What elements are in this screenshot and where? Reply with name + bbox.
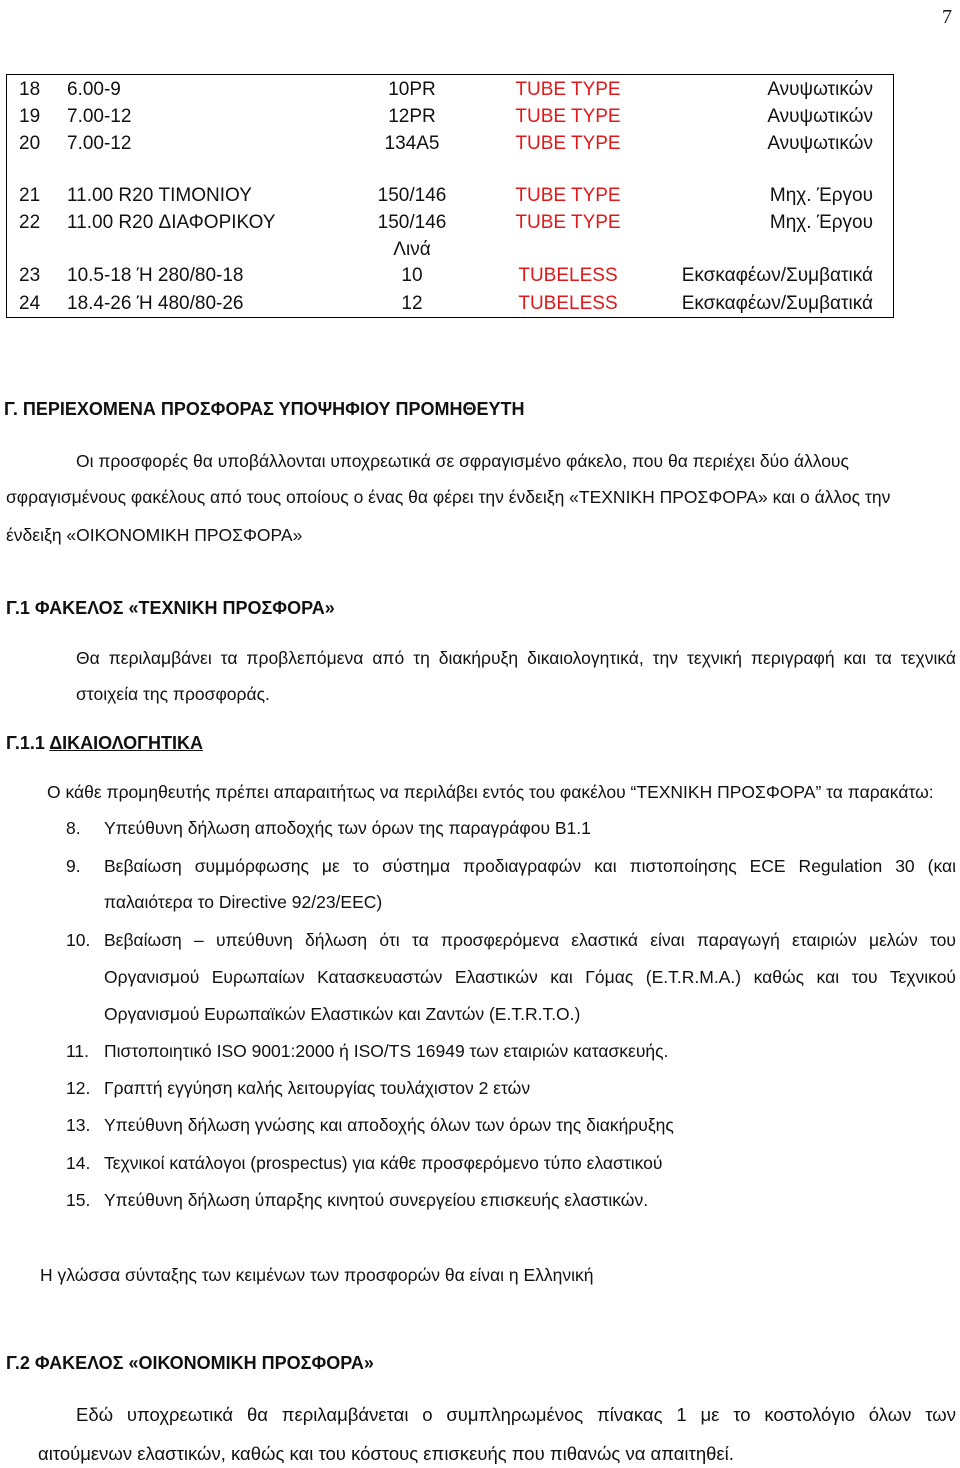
row-number: 19	[19, 106, 41, 127]
list-number: 8.	[66, 818, 81, 838]
row-number: 18	[19, 79, 41, 100]
row-number: 23	[19, 265, 41, 286]
table-row	[7, 106, 893, 132]
list-number: 10.	[66, 930, 91, 950]
vehicle-use: Μηχ. Έργου	[769, 212, 873, 233]
section-heading	[6, 733, 203, 754]
tire-type: TUBELESS	[518, 265, 618, 286]
paragraph-line: Οι προσφορές θα υποβάλλονται υποχρεωτικά σε σφραγισμένο φάκελο, που θα περιέχει δύο άλλους	[76, 451, 849, 471]
list-item: παλαιότερα το Directive 92/23/EEC)	[104, 892, 383, 912]
list-item: Πιστοποιητικό ISO 9001:2000 ή ISO/TS 16949 των εταιριών κατασκευής.	[104, 1041, 669, 1061]
tire-size: 6.00-9	[67, 79, 121, 100]
table-row	[7, 185, 893, 211]
row-number: 22	[19, 212, 41, 233]
page-number: 7	[942, 6, 952, 28]
table-row	[7, 212, 893, 238]
tire-type: TUBE TYPE	[515, 185, 621, 206]
list-item: Οργανισμού Ευρωπαίων Κατασκευαστών Ελαστικών και Γόμας (E.T.R.M.A.) καθώς και του Τεχνικού	[104, 967, 956, 987]
list-number: 15.	[66, 1190, 91, 1210]
tire-type: TUBE TYPE	[515, 133, 621, 154]
list-item: Υπεύθυνη δήλωση αποδοχής των όρων της παραγράφου Β1.1	[104, 818, 591, 838]
tire-size: 11.00 R20 ΤΙΜΟΝΙΟΥ	[67, 185, 252, 206]
tire-size: 18.4-26 Ή 480/80-26	[67, 293, 244, 314]
row-number: 21	[19, 185, 41, 206]
vehicle-use: Εκσκαφέων/Συμβατικά	[681, 293, 873, 314]
paragraph-line: ένδειξη «ΟΙΚΟΝΟΜΙΚΗ ΠΡΟΣΦΟΡΑ»	[6, 525, 303, 545]
load-index: 10	[401, 265, 423, 286]
tire-size: 10.5-18 Ή 280/80-18	[67, 265, 244, 286]
load-index: 12	[401, 293, 423, 314]
list-number: 9.	[66, 856, 81, 876]
list-number: 12.	[66, 1078, 91, 1098]
table-row	[7, 133, 893, 159]
list-item: Υπεύθυνη δήλωση γνώσης και αποδοχής όλων των όρων της διακήρυξης	[104, 1115, 674, 1135]
section-heading: Γ.1 ΦΑΚΕΛΟΣ «ΤΕΧΝΙΚΗ ΠΡΟΣΦΟΡΑ»	[6, 598, 335, 618]
tire-size: 7.00-12	[67, 133, 132, 154]
section-heading: Γ. ΠΕΡΙΕΧΟΜΕΝΑ ΠΡΟΣΦΟΡΑΣ ΥΠΟΨΗΦΙΟΥ ΠΡΟΜΗΘΕΥΤΗ	[4, 399, 525, 419]
vehicle-use: Ανυψωτικών	[767, 106, 873, 127]
load-index: 10PR	[388, 79, 436, 100]
list-item: Βεβαίωση – υπεύθυνη δήλωση ότι τα προσφερόμενα ελαστικά είναι παραγωγή εταιριών μελών του	[104, 930, 956, 950]
load-index: 134A5	[384, 133, 440, 154]
table-row	[7, 79, 893, 105]
section-heading: Γ.2 ΦΑΚΕΛΟΣ «ΟΙΚΟΝΟΜΙΚΗ ΠΡΟΣΦΟΡΑ»	[6, 1353, 374, 1373]
paragraph-line: αιτούμενων ελαστικών, καθώς και του κόστους επισκευής που πιθανώς να απαιτηθεί.	[38, 1443, 734, 1464]
list-number: 11.	[66, 1041, 90, 1061]
list-number: 13.	[66, 1115, 91, 1135]
table-row	[7, 293, 893, 319]
vehicle-use: Ανυψωτικών	[767, 133, 873, 154]
section-number: Γ.1.1	[6, 733, 50, 753]
list-number: 14.	[66, 1153, 91, 1173]
paragraph-line: Ο κάθε προμηθευτής πρέπει απαραιτήτως να περιλάβει εντός του φακέλου “ΤΕΧΝΙΚΗ ΠΡΟΣΦΟΡΑ” τα παρακάτω:	[47, 782, 934, 802]
list-item: Γραπτή εγγύηση καλής λειτουργίας τουλάχιστον 2 ετών	[104, 1078, 531, 1098]
tire-size: 11.00 R20 ΔΙΑΦΟΡΙΚΟΥ	[67, 212, 276, 233]
language-note: Η γλώσσα σύνταξης των κειμένων των προσφορών θα είναι η Ελληνική	[40, 1265, 594, 1285]
section-title: ΔΙΚΑΙΟΛΟΓΗΤΙΚΑ	[49, 733, 203, 753]
paragraph-line: στοιχεία της προσφοράς.	[76, 684, 270, 704]
paragraph-line: Εδώ υποχρεωτικά θα περιλαμβάνεται ο συμπληρωμένος πίνακας 1 με το κοστολόγιο όλων των	[76, 1404, 956, 1425]
row-number: 20	[19, 133, 41, 154]
load-index: 150/146	[377, 185, 447, 206]
tire-type: TUBE TYPE	[515, 106, 621, 127]
load-index: 150/146	[377, 212, 447, 233]
table-row	[7, 265, 893, 291]
tire-type: TUBE TYPE	[515, 79, 621, 100]
list-item: Βεβαίωση συμμόρφωσης με το σύστημα προδιαγραφών και πιστοποίησης ECE Regulation 30 (και	[104, 856, 956, 876]
tire-table	[6, 74, 894, 318]
list-item: Υπεύθυνη δήλωση ύπαρξης κινητού συνεργείου επισκευής ελαστικών.	[104, 1190, 649, 1210]
vehicle-use: Εκσκαφέων/Συμβατικά	[681, 265, 873, 286]
vehicle-use: Μηχ. Έργου	[769, 185, 873, 206]
load-index: 12PR	[388, 106, 436, 127]
paragraph-line: Θα περιλαμβάνει τα προβλεπόμενα από τη διακήρυξη δικαιολογητικά, την τεχνική περιγραφή και τα τεχνικά	[76, 648, 956, 668]
list-item: Οργανισμού Ευρωπαϊκών Ελαστικών και Ζαντών (E.T.R.T.O.)	[104, 1004, 581, 1024]
paragraph-line: σφραγισμένους φακέλους από τους οποίους ο ένας θα φέρει την ένδειξη «ΤΕΧΝΙΚΗ ΠΡΟΣΦΟΡΑ» και ο άλλος την	[6, 487, 891, 507]
row-number: 24	[19, 293, 41, 314]
vehicle-use: Ανυψωτικών	[767, 79, 873, 100]
ply-note: Λινά	[393, 239, 431, 260]
tire-type: TUBELESS	[518, 293, 618, 314]
list-item: Τεχνικοί κατάλογοι (prospectus) για κάθε προσφερόμενο τύπο ελαστικού	[104, 1153, 663, 1173]
tire-type: TUBE TYPE	[515, 212, 621, 233]
tire-size: 7.00-12	[67, 106, 132, 127]
